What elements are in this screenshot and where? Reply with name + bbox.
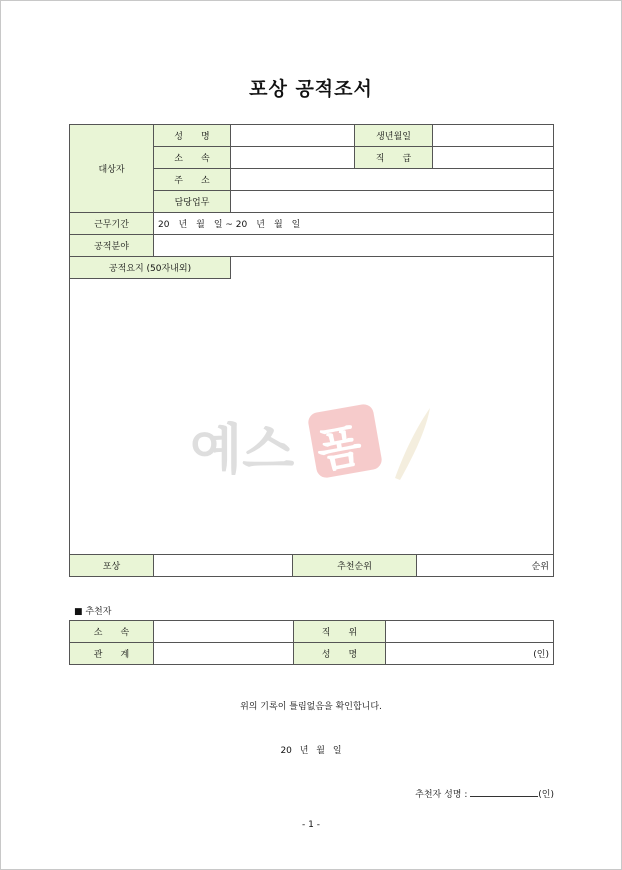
- award-label: 포상: [70, 555, 154, 577]
- watermark-gray-text: 예스: [190, 418, 295, 481]
- confirmation-text: 위의 기록이 틀림없음을 확인합니다.: [240, 702, 382, 712]
- rank-field[interactable]: [433, 147, 554, 169]
- summary-header-blank: [231, 257, 554, 279]
- signature-label: 추천자 성명 :: [415, 790, 468, 800]
- address-field[interactable]: [231, 169, 554, 191]
- rec-affiliation-field[interactable]: [154, 621, 294, 643]
- rec-relation-label: 관 계: [70, 643, 154, 665]
- rec-name-field[interactable]: (인): [386, 643, 554, 665]
- affiliation-label: 소 속: [154, 147, 231, 169]
- period-field[interactable]: 20 년 월 일 ~ 20 년 월 일: [154, 213, 554, 235]
- watermark-red-text: 폼: [312, 417, 366, 479]
- affiliation-field[interactable]: [231, 147, 355, 169]
- rank-order-field[interactable]: 순위: [417, 555, 554, 577]
- field-label: 공적분야: [70, 235, 154, 257]
- rank-label: 직 급: [355, 147, 433, 169]
- signature-line: [415, 787, 554, 800]
- target-label: 대상자: [70, 125, 154, 213]
- rec-position-field[interactable]: [386, 621, 554, 643]
- recommender-heading: ■ 추천자: [74, 607, 112, 617]
- signature-blank[interactable]: [470, 787, 538, 797]
- signature-seal: (인): [538, 790, 554, 800]
- name-field[interactable]: [231, 125, 355, 147]
- achievement-table: [69, 124, 554, 577]
- name-label: 성 명: [154, 125, 231, 147]
- birth-field[interactable]: [433, 125, 554, 147]
- birth-label: 생년월일: [355, 125, 433, 147]
- award-field[interactable]: [154, 555, 293, 577]
- document-title: 포상 공적조서: [249, 78, 373, 100]
- duty-label: 담당업무: [154, 191, 231, 213]
- rank-order-label: 추천순위: [293, 555, 417, 577]
- summary-area[interactable]: [70, 279, 554, 555]
- date-line: 20 년 월 일: [280, 746, 342, 756]
- rec-name-label: 성 명: [294, 643, 386, 665]
- rec-affiliation-label: 소 속: [70, 621, 154, 643]
- recommender-table: [69, 620, 554, 665]
- page-number: - 1 -: [302, 820, 320, 830]
- field-value[interactable]: [154, 235, 554, 257]
- period-label: 근무기간: [70, 213, 154, 235]
- rec-position-label: 직 위: [294, 621, 386, 643]
- summary-label: 공적요지 (50자내외): [70, 257, 231, 279]
- duty-field[interactable]: [231, 191, 554, 213]
- address-label: 주 소: [154, 169, 231, 191]
- rec-relation-field[interactable]: [154, 643, 294, 665]
